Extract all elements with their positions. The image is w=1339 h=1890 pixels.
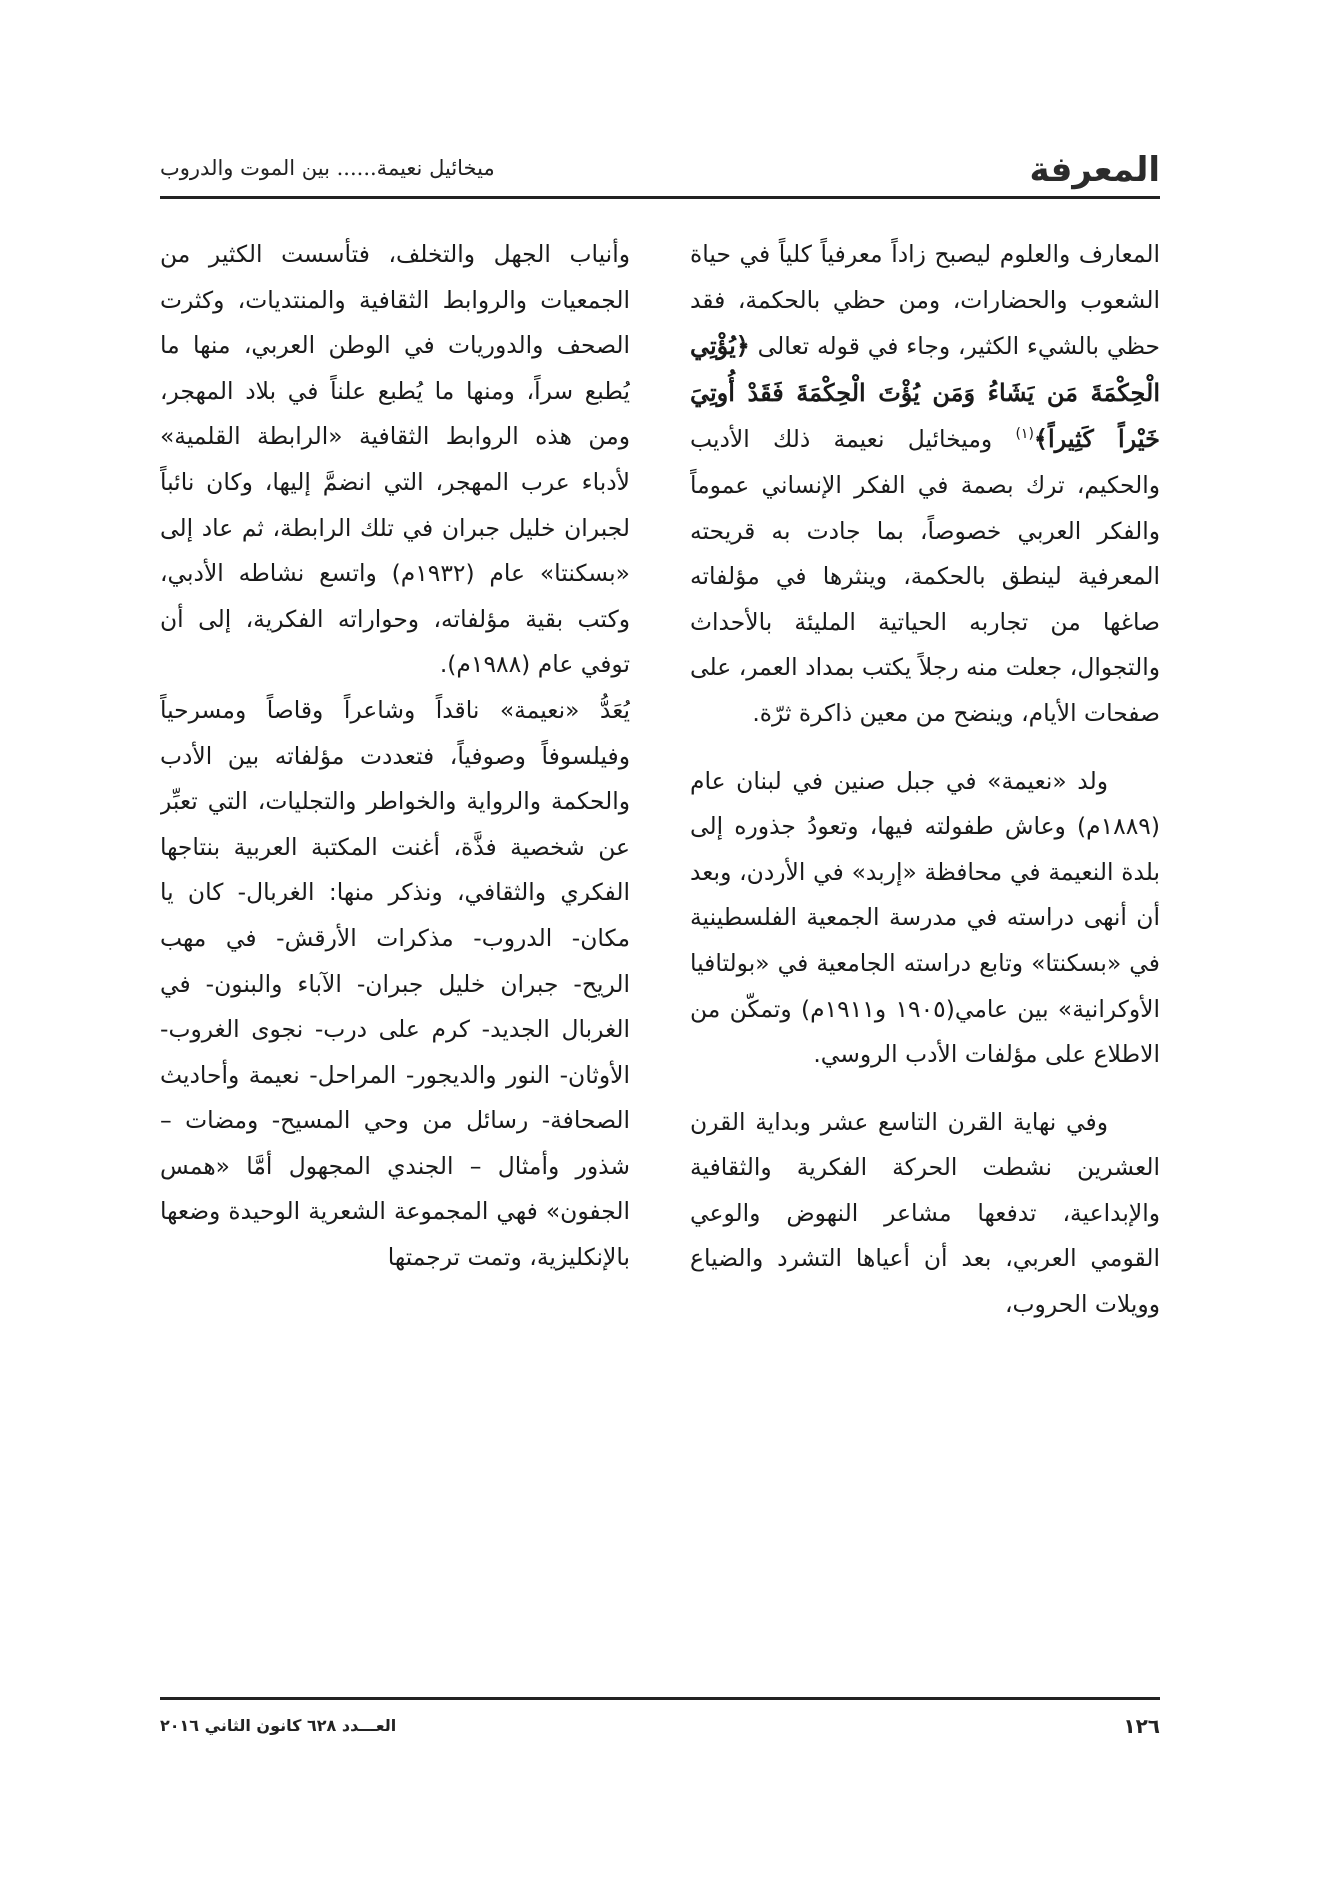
page-number: ١٢٦ (1123, 1714, 1160, 1738)
paragraph-4: وأنياب الجهل والتخلف، فتأسست الكثير من الجمعيات والروابط الثقافية والمنتديات، وكثرت الصحف والدوريات في الوطن العربي، منها ما يُطبع سراً، ومنها ما يُطبع علناً في بلاد المهجر، ومن هذه الروابط الثقافية «الرابطة القلمية» لأدباء عرب المهجر، التي انضمَّ إليها، وكان نائباً لجبران خليل جبران في تلك الرابطة، ثم عاد إلى «بسكنتا» عام (١٩٣٢م) واتسع نشاطه الأدبي، وكتب بقية مؤلفاته، وحواراته الفكرية، إلى أن توفي عام (١٩٨٨م). (160, 240, 630, 679)
paragraph-3: وفي نهاية القرن التاسع عشر وبداية القرن العشرين نشطت الحركة الفكرية والثقافية والإبداعية، تدفعها مشاعر النهوض والوعي القومي العربي، بعد أن أعياها التشرد والضياع وويلات الحروب، (690, 1107, 1160, 1319)
left-column (160, 232, 630, 1687)
paragraph-1-text: المعارف والعلوم ليصبح زاداً معرفياً كلياً في حياة الشعوب والحضارات، ومن حظي بالحكمة، فقد حظي بالشيء الكثير، وجاء في قوله تعالى (690, 240, 1160, 361)
page-footer (160, 1714, 1160, 1744)
magazine-logo: المعرفة (1029, 150, 1160, 190)
issue-info: العـــدد ٦٢٨ كانون الثاني ٢٠١٦ (160, 1716, 397, 1735)
paragraph-1-tail: وميخائيل نعيمة ذلك الأديب والحكيم، ترك بصمة في الفكر الإنساني عموماً والفكر العربي خصوصاً، بما جادت به قريحته المعرفية لينطق بالحكمة، وينثرها في مؤلفاته صاغها من تجاربه الحياتية المليئة بالأحداث والتجوال، جعلت منه رجلاً يكتب بمداد العمر، على صفحات الأيام، وينضح من معين ذاكرة ثرّة. (690, 425, 1160, 727)
paragraph-5: يُعَدُّ «نعيمة» ناقداً وشاعراً وقاصاً ومسرحياً وفيلسوفاً وصوفياً، فتعددت مؤلفاته بين الأدب والحكمة والرواية والخواطر والتجليات، التي تعبِّر عن شخصية فذَّة، أغنت المكتبة العربية بنتاجها الفكري والثقافي، ونذكر منها: الغربال- كان يا مكان- الدروب- مذكرات الأرقش- في مهب الريح- جبران خليل جبران- الآباء والبنون- في الغربال الجديد- كرم على درب- نجوى الغروب- الأوثان- النور والديجور- المراحل- نعيمة وأحاديث الصحافة- رسائل من وحي المسيح- ومضات – شذور وأمثال – الجندي المجهول أمَّا «همس الجفون» فهي المجموعة الشعرية الوحيدة وضعها بالإنكليزية، وتمت ترجمتها (160, 695, 630, 1272)
footer-rule (160, 1697, 1160, 1700)
running-title: ميخائيل نعيمة...... بين الموت والدروب (160, 156, 495, 180)
footnote-reference: (١) (1015, 426, 1034, 443)
paragraph-1 (690, 232, 1160, 737)
right-column (690, 232, 1160, 1687)
paragraph-2: ولد «نعيمة» في جبل صنين في لبنان عام (١٨٨٩م) وعاش طفولته فيها، وتعودُ جذوره إلى بلدة النعيمة في محافظة «إربد» في الأردن، وبعد أن أنهى دراسته في مدرسة الجمعية الفلسطينية في «بسكنتا» وتابع دراسته الجامعية في «بولتافيا الأوكرانية» بين عامي(١٩٠٥ و١٩١١م) وتمكّن من الاطلاع على مؤلفات الأدب الروسي. (690, 766, 1160, 1069)
page-header (160, 150, 1160, 192)
quran-verse: ﴿يُؤْتِي الْحِكْمَةَ مَن يَشَاءُ وَمَن يُؤْتَ الْحِكْمَةَ فَقَدْ أُوتِيَ خَيْراً كَثِيراً﴾ (690, 331, 1160, 454)
header-rule (160, 196, 1160, 199)
